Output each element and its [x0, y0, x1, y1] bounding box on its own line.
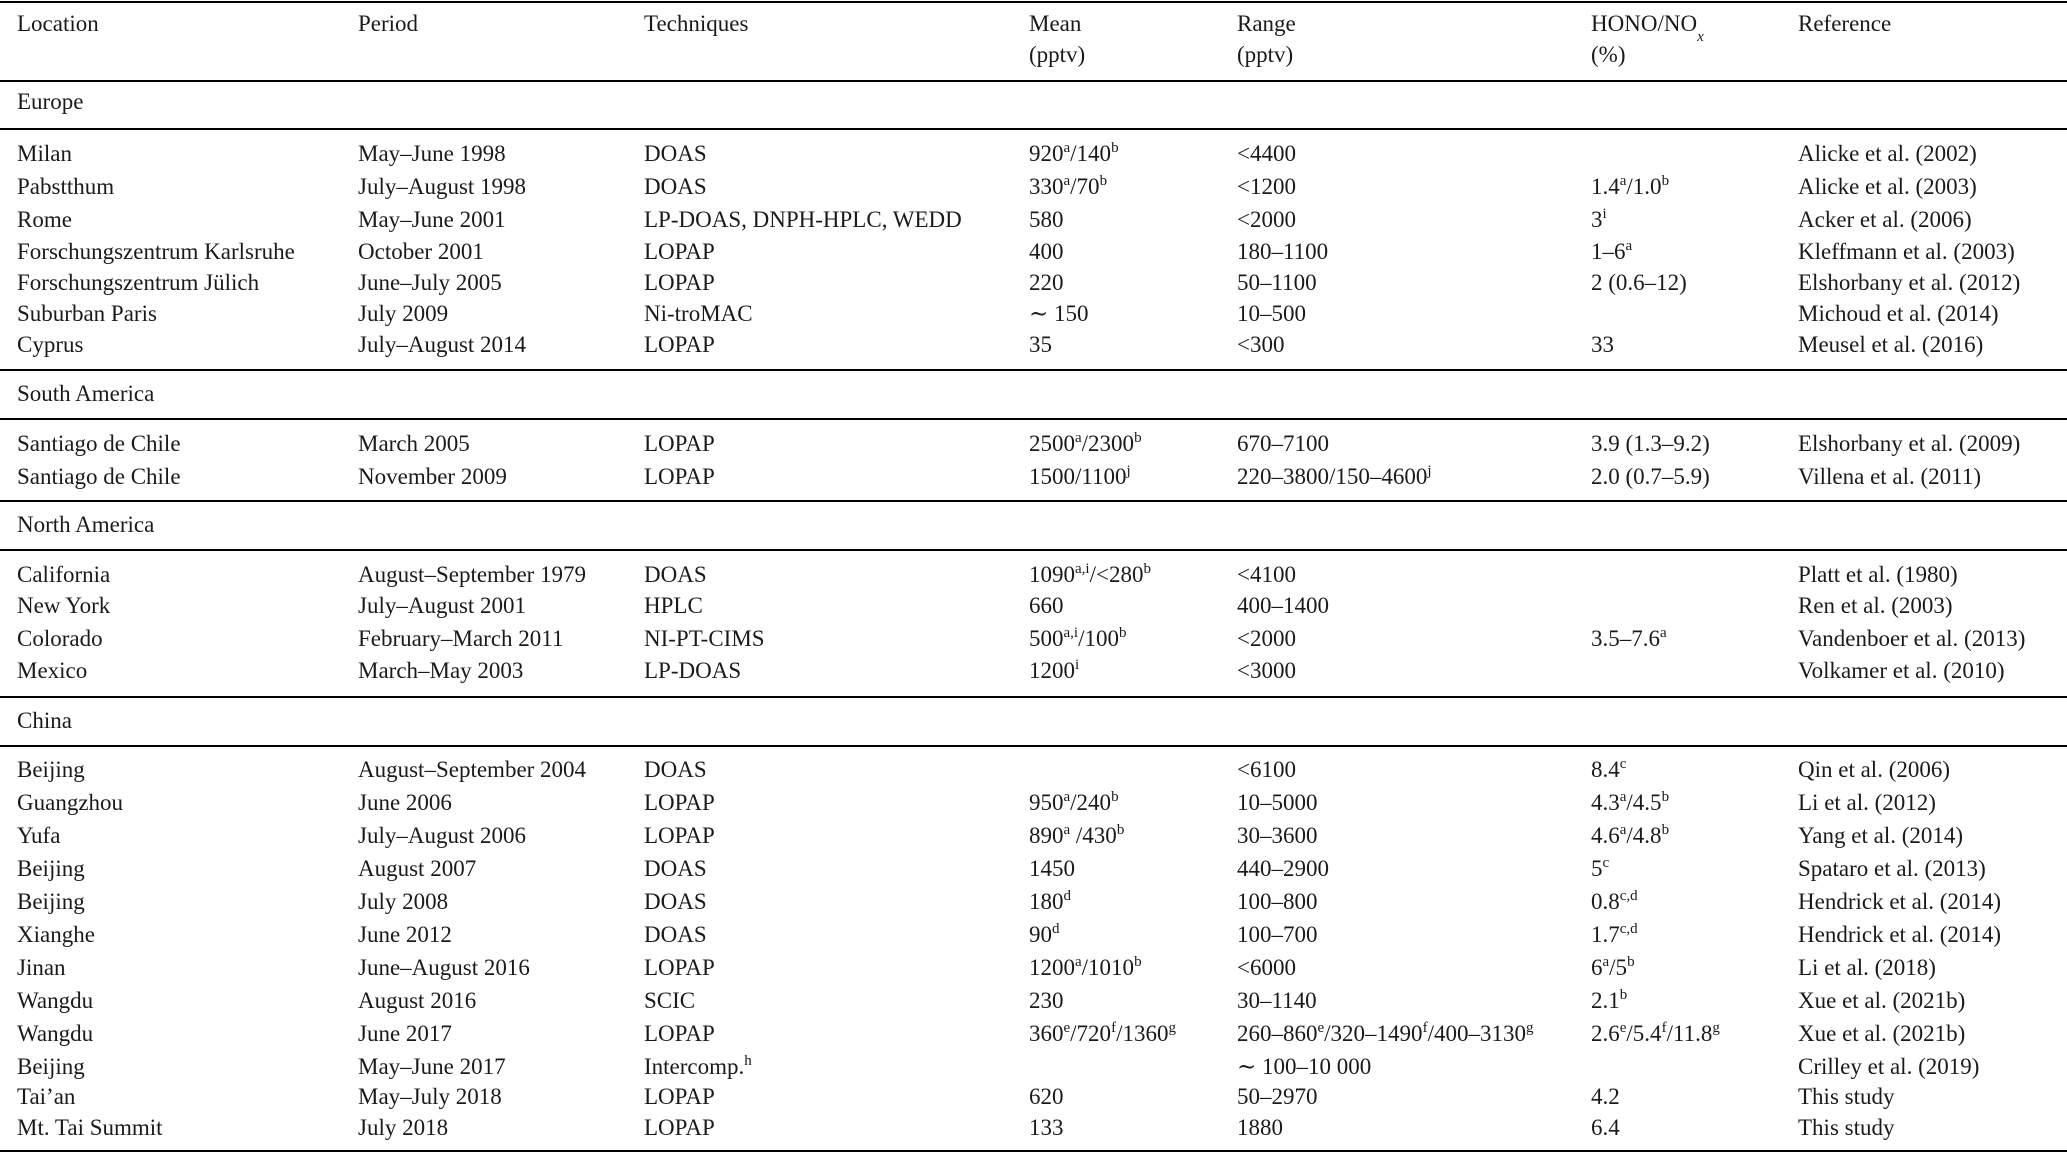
cell-reference: This study [1798, 1115, 1895, 1140]
cell-techniques: DOAS [644, 856, 707, 881]
cell-location: Santiago de Chile [17, 431, 181, 456]
header-ratio-label: HONO/NO [1591, 11, 1698, 36]
cell-location: Santiago de Chile [17, 464, 181, 489]
cell-period: July–August 2014 [358, 332, 527, 357]
cell-range: <6100 [1237, 757, 1296, 782]
section-end-rule [0, 500, 2067, 502]
cell-period: June–August 2016 [358, 955, 530, 980]
cell-period: August 2007 [358, 856, 477, 881]
section-end-rule [0, 696, 2067, 698]
cell-location: Forschungszentrum Jülich [17, 270, 260, 295]
cell-location: Jinan [17, 955, 66, 980]
cell-range: 30–3600 [1237, 823, 1318, 848]
cell-mean: 1200$^i$ [1029, 657, 1080, 683]
cell-mean: 950$^a$/240$^b$ [1029, 789, 1119, 815]
cell-techniques: LOPAP [644, 955, 715, 980]
cell-techniques: LOPAP [644, 239, 715, 264]
cell-ratio: 1–6$^a$ [1591, 238, 1633, 264]
cell-range: 100–700 [1237, 922, 1318, 947]
header-range [1237, 8, 1296, 70]
cell-location: New York [17, 593, 111, 618]
cell-ratio: 3.5–7.6$^a$ [1591, 625, 1667, 651]
section-heading: North America [17, 512, 155, 537]
cell-range: 100–800 [1237, 889, 1318, 914]
cell-reference: This study [1798, 1084, 1895, 1109]
cell-reference: Meusel et al. (2016) [1798, 332, 1984, 357]
cell-location: Rome [17, 207, 72, 232]
cell-period: June 2017 [358, 1021, 452, 1046]
cell-range: 10–500 [1237, 301, 1306, 326]
cell-reference: Elshorbany et al. (2012) [1798, 270, 2021, 295]
cell-reference: Crilley et al. (2019) [1798, 1054, 1980, 1079]
cell-mean: 35 [1029, 332, 1052, 357]
cell-techniques: NI-PT-CIMS [644, 626, 765, 651]
cell-location: Wangdu [17, 988, 94, 1013]
cell-range: <4100 [1237, 562, 1296, 587]
cell-mean: 890$^a$ /430$^b$ [1029, 822, 1125, 848]
cell-techniques: LOPAP [644, 464, 715, 489]
cell-ratio: 4.3$^a$/4.5$^b$ [1591, 789, 1670, 815]
header-reference: Reference [1798, 11, 1892, 36]
cell-period: June 2012 [358, 922, 452, 947]
section-rule [0, 549, 2067, 551]
cell-range: <2000 [1237, 207, 1296, 232]
cell-reference: Acker et al. (2006) [1798, 207, 1972, 232]
section-heading: South America [17, 381, 155, 406]
cell-reference: Yang et al. (2014) [1798, 823, 1964, 848]
cell-mean: 580 [1029, 207, 1064, 232]
cell-range: 440–2900 [1237, 856, 1329, 881]
cell-reference: Elshorbany et al. (2009) [1798, 431, 2021, 456]
cell-reference: Vandenboer et al. (2013) [1798, 626, 2026, 651]
header-mean-unit: (pptv) [1029, 42, 1086, 67]
cell-location: Xianghe [17, 922, 95, 947]
cell-reference: Xue et al. (2021b) [1798, 1021, 1966, 1046]
cell-techniques: SCIC [644, 988, 696, 1013]
cell-location: Tai’an [17, 1084, 76, 1109]
cell-range: <3000 [1237, 658, 1296, 683]
cell-location: Beijing [17, 856, 85, 881]
cell-period: July 2018 [358, 1115, 449, 1140]
section-rule [0, 418, 2067, 420]
cell-location: California [17, 562, 111, 587]
cell-mean: 220 [1029, 270, 1064, 295]
cell-mean: 660 [1029, 593, 1064, 618]
cell-period: July 2008 [358, 889, 449, 914]
cell-period: July 2009 [358, 301, 449, 326]
cell-location: Milan [17, 141, 72, 166]
cell-mean: 230 [1029, 988, 1064, 1013]
cell-range: 180–1100 [1237, 239, 1329, 264]
cell-ratio: 2.6e/5.4$^f$/11.8$^g$ [1591, 1020, 1720, 1046]
cell-range: 220–3800/150–4600$^j$ [1237, 463, 1432, 489]
cell-mean: 620 [1029, 1084, 1064, 1109]
cell-reference: Hendrick et al. (2014) [1798, 922, 2002, 947]
cell-range: 1880 [1237, 1115, 1283, 1140]
cell-mean: 360e/720$^f$/1360$^g$ [1029, 1020, 1176, 1046]
cell-mean: 90$^d$ [1029, 921, 1060, 947]
header-ratio-line1 [1591, 8, 1704, 45]
cell-period: August–September 1979 [358, 562, 587, 587]
cell-ratio: 6.4 [1591, 1115, 1620, 1140]
cell-range: 260–860e/320–1490$^f$/400–3130$^g$ [1237, 1020, 1534, 1046]
cell-range: <1200 [1237, 174, 1296, 199]
cell-ratio: 3$^i$ [1591, 206, 1607, 232]
cell-range: 50–2970 [1237, 1084, 1318, 1109]
cell-location: Forschungszentrum Karlsruhe [17, 239, 295, 264]
section-rule [0, 128, 2067, 130]
cell-reference: Alicke et al. (2003) [1798, 174, 1977, 199]
cell-ratio: 0.8$^{c,d}$ [1591, 888, 1638, 914]
header-ratio-unit: (%) [1591, 42, 1626, 67]
cell-ratio: 2 (0.6–12) [1591, 270, 1687, 295]
cell-reference: Li et al. (2018) [1798, 955, 1936, 980]
cell-reference: Xue et al. (2021b) [1798, 988, 1966, 1013]
cell-techniques: LOPAP [644, 790, 715, 815]
cell-mean: 400 [1029, 239, 1064, 264]
cell-ratio: 6$^a$/5$^b$ [1591, 954, 1635, 980]
cell-mean: 1500/1100$^j$ [1029, 463, 1131, 489]
cell-reference: Michoud et al. (2014) [1798, 301, 1999, 326]
cell-location: Pabstthum [17, 174, 115, 199]
header-ratio-subscript: x [1697, 28, 1704, 45]
cell-reference: Qin et al. (2006) [1798, 757, 1951, 782]
cell-reference: Ren et al. (2003) [1798, 593, 1953, 618]
header-period: Period [358, 11, 419, 36]
cell-range: <6000 [1237, 955, 1296, 980]
cell-techniques: LP-DOAS [644, 658, 742, 683]
cell-techniques: DOAS [644, 889, 707, 914]
cell-reference: Kleffmann et al. (2003) [1798, 239, 2015, 264]
cell-mean: 180$^d$ [1029, 888, 1071, 914]
cell-period: November 2009 [358, 464, 507, 489]
bottom-rule [0, 1150, 2067, 1152]
cell-ratio: 8.4$^c$ [1591, 756, 1627, 782]
cell-reference: Hendrick et al. (2014) [1798, 889, 2002, 914]
cell-reference: Villena et al. (2011) [1798, 464, 1981, 489]
cell-location: Cyprus [17, 332, 84, 357]
cell-range: <300 [1237, 332, 1285, 357]
cell-techniques: HPLC [644, 593, 703, 618]
cell-location: Yufa [17, 823, 61, 848]
cell-ratio: 33 [1591, 332, 1614, 357]
header-location: Location [17, 11, 99, 36]
cell-reference: Alicke et al. (2002) [1798, 141, 1977, 166]
section-rule [0, 745, 2067, 747]
cell-mean: 1450 [1029, 856, 1075, 881]
cell-ratio: 1.4$^a$/1.0$^b$ [1591, 173, 1670, 199]
cell-range: <2000 [1237, 626, 1296, 651]
cell-range: 30–1140 [1237, 988, 1317, 1013]
cell-techniques: DOAS [644, 174, 707, 199]
cell-range: 50–1100 [1237, 270, 1317, 295]
cell-period: July–August 2006 [358, 823, 527, 848]
cell-techniques: LOPAP [644, 270, 715, 295]
cell-ratio: 4.2 [1591, 1084, 1620, 1109]
section-heading: China [17, 708, 72, 733]
cell-range: 400–1400 [1237, 593, 1329, 618]
cell-period: March 2005 [358, 431, 470, 456]
cell-mean: 330$^a$/70$^b$ [1029, 173, 1108, 199]
header-range-unit: (pptv) [1237, 42, 1294, 67]
header-rule [0, 80, 2067, 82]
cell-period: May–June 2017 [358, 1054, 506, 1079]
cell-techniques: DOAS [644, 562, 707, 587]
cell-period: May–July 2018 [358, 1084, 502, 1109]
cell-mean: 920$^a$/140$^b$ [1029, 140, 1119, 166]
cell-techniques: DOAS [644, 922, 707, 947]
cell-techniques: DOAS [644, 757, 707, 782]
cell-range: 670–7100 [1237, 431, 1329, 456]
section-end-rule [0, 369, 2067, 371]
cell-mean: 2500$^a$/2300$^b$ [1029, 430, 1142, 456]
top-rule [0, 1, 2067, 3]
section-heading: Europe [17, 89, 84, 114]
cell-techniques: LOPAP [644, 431, 715, 456]
cell-location: Mt. Tai Summit [17, 1115, 163, 1140]
header-mean-line1: Mean [1029, 11, 1082, 36]
cell-reference: Spataro et al. (2013) [1798, 856, 1986, 881]
cell-location: Colorado [17, 626, 103, 651]
cell-location: Guangzhou [17, 790, 124, 815]
cell-location: Suburban Paris [17, 301, 157, 326]
cell-techniques: LOPAP [644, 332, 715, 357]
cell-range: ∼ 100–10 000 [1237, 1054, 1372, 1079]
cell-period: May–June 2001 [358, 207, 506, 232]
cell-reference: Volkamer et al. (2010) [1798, 658, 2005, 683]
cell-location: Beijing [17, 889, 85, 914]
cell-mean: ∼ 150 [1029, 301, 1089, 326]
cell-period: March–May 2003 [358, 658, 524, 683]
header-techniques: Techniques [644, 11, 749, 36]
header-range-line1: Range [1237, 11, 1296, 36]
cell-techniques: DOAS [644, 141, 707, 166]
header-hono-nox-ratio [1591, 8, 1704, 70]
cell-ratio: 1.7$^{c,d}$ [1591, 921, 1638, 947]
cell-ratio: 3.9 (1.3–9.2) [1591, 431, 1710, 456]
cell-reference: Platt et al. (1980) [1798, 562, 1958, 587]
cell-ratio: 4.6$^a$/4.8$^b$ [1591, 822, 1670, 848]
cell-period: July–August 1998 [358, 174, 527, 199]
cell-techniques: Ni-troMAC [644, 301, 753, 326]
cell-ratio: 5$^c$ [1591, 855, 1610, 881]
cell-period: June–July 2005 [358, 270, 502, 295]
cell-location: Mexico [17, 658, 88, 683]
cell-reference: Li et al. (2012) [1798, 790, 1936, 815]
cell-techniques: LOPAP [644, 1084, 715, 1109]
cell-period: June 2006 [358, 790, 452, 815]
cell-ratio: 2.1$^b$ [1591, 987, 1628, 1013]
cell-period: July–August 2001 [358, 593, 527, 618]
cell-period: May–June 1998 [358, 141, 506, 166]
cell-techniques: Intercomp.$^h$ [644, 1053, 752, 1079]
cell-techniques: LOPAP [644, 1115, 715, 1140]
cell-mean: $1090^{a,i}/<280^b$ [1029, 561, 1151, 587]
cell-techniques: LOPAP [644, 1021, 715, 1046]
header-mean [1029, 8, 1085, 70]
cell-period: August 2016 [358, 988, 477, 1013]
cell-mean: 133 [1029, 1115, 1064, 1140]
cell-location: Beijing [17, 1054, 85, 1079]
cell-ratio: 2.0 (0.7–5.9) [1591, 464, 1710, 489]
cell-range: <4400 [1237, 141, 1296, 166]
cell-period: February–March 2011 [358, 626, 564, 651]
cell-location: Wangdu [17, 1021, 94, 1046]
cell-techniques: LOPAP [644, 823, 715, 848]
cell-range: 10–5000 [1237, 790, 1318, 815]
cell-techniques: LP-DOAS, DNPH-HPLC, WEDD [644, 207, 962, 232]
cell-mean: 500$^{a,i}$/100$^b$ [1029, 625, 1127, 651]
cell-mean: 1200$^a$/1010$^b$ [1029, 954, 1142, 980]
cell-period: October 2001 [358, 239, 484, 264]
cell-period: August–September 2004 [358, 757, 587, 782]
cell-location: Beijing [17, 757, 85, 782]
